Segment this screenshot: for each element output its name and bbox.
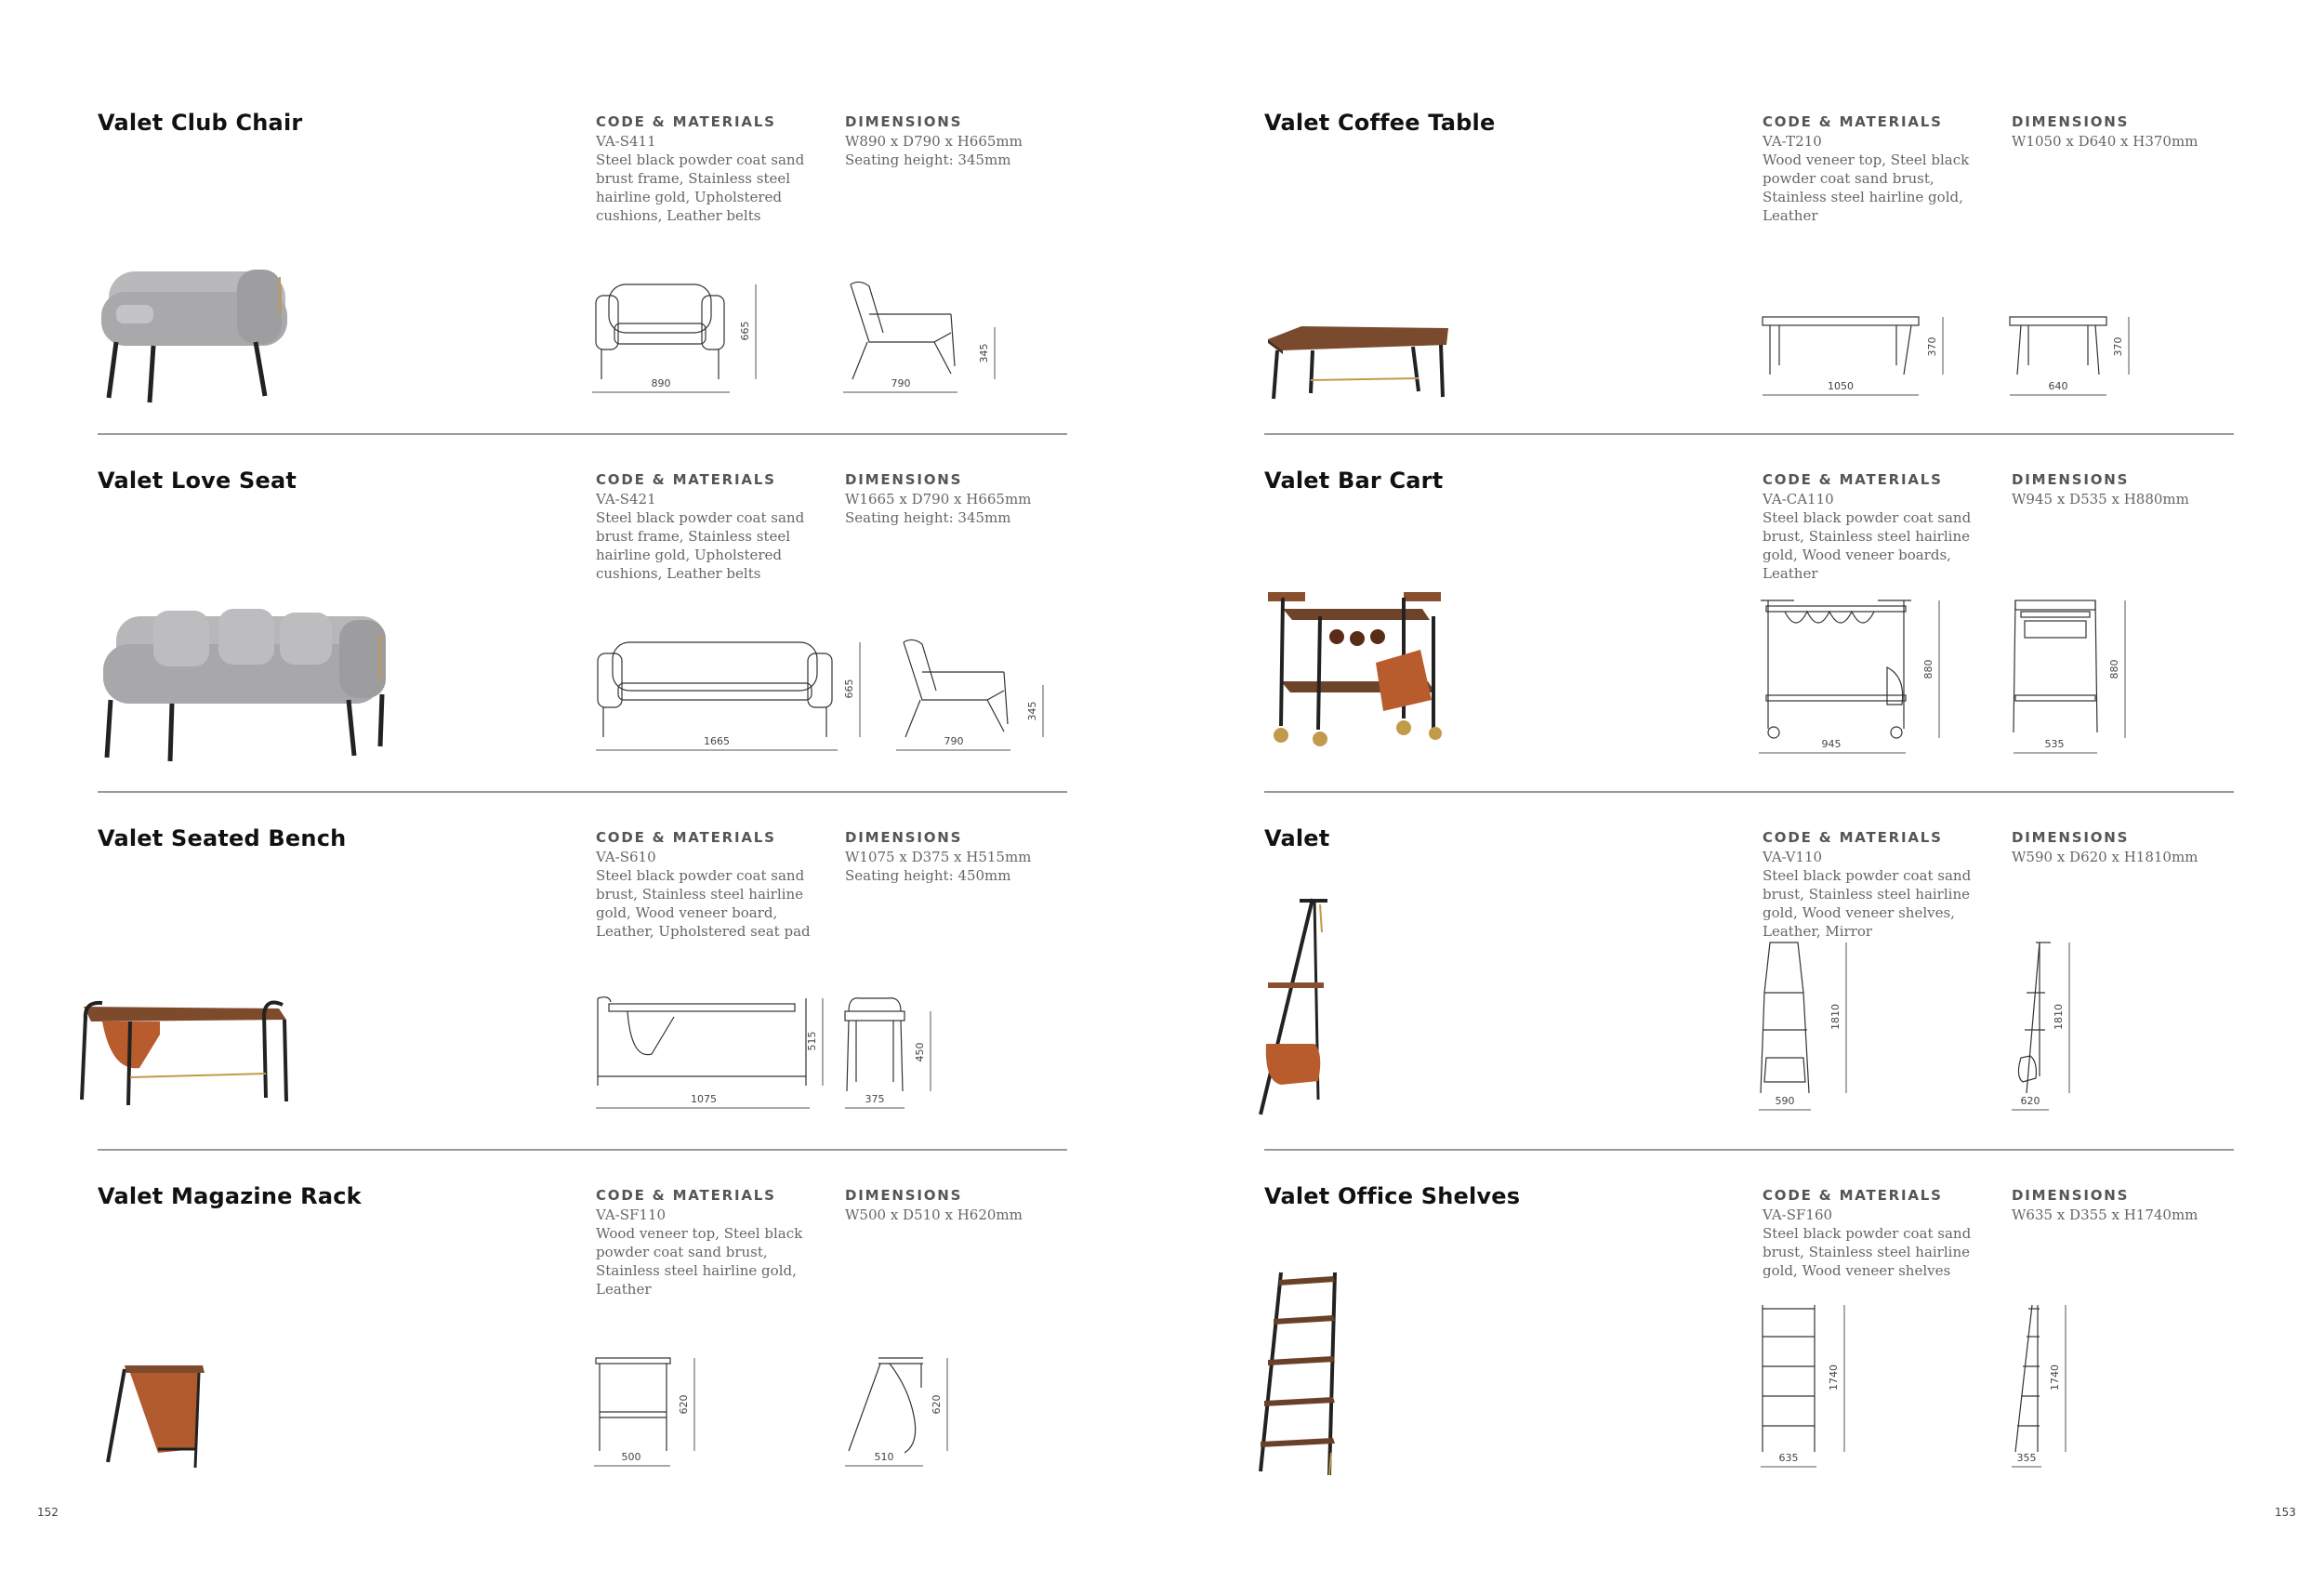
front-view-drawing [1757,593,1961,760]
product-bar-cart [1264,468,2231,784]
row-divider [98,433,1067,435]
code-materials [1763,113,1995,225]
code-heading: CODE & MATERIALS [596,1187,776,1204]
width-label: 1050 [1828,380,1854,392]
side-view-drawing [894,635,1089,760]
depth-label: 620 [2020,1095,2040,1107]
dimension-line: W1075 x D375 x H515mm [845,849,1032,865]
dimensions [2012,829,2235,866]
seat-height-label: 345 [978,343,990,363]
product-materials: Steel black powder coat sand brust, Stainless steel hairline gold, Wood veneer board, Leather, Upholstered seat pad [596,867,811,940]
width-label: 890 [651,377,671,389]
dimension-line: W1665 x D790 x H665mm [845,491,1032,508]
front-view-drawing [1757,1299,1906,1476]
page-number-right: 153 [2275,1506,2296,1519]
row-divider [98,1149,1067,1151]
bar-cart-photo [1264,588,1450,765]
side-view-drawing [2008,1299,2157,1476]
row-divider [1264,791,2234,793]
front-view-drawing [590,1351,739,1476]
product-code: VA-SF110 [596,1206,667,1223]
product-materials: Steel black powder coat sand brust, Stainless steel hairline gold, Wood veneer shelves [1763,1225,1972,1279]
page-number-left: 152 [37,1506,59,1519]
product-code: VA-S421 [596,491,656,508]
code-materials [596,1187,828,1299]
side-view-drawing [841,993,990,1118]
dimension-line: Seating height: 450mm [845,867,1011,884]
dimension-line: W890 x D790 x H665mm [845,133,1023,150]
height-label: 620 [678,1394,690,1415]
product-magazine-rack [98,1183,1064,1499]
depth-label: 790 [944,735,964,747]
dimensions-heading: DIMENSIONS [2012,113,2130,130]
front-view-drawing [590,993,832,1118]
product-title: Valet Love Seat [98,468,297,494]
front-view-drawing [590,277,776,402]
code-heading: CODE & MATERIALS [596,829,776,846]
product-materials: Steel black powder coat sand brust frame, Stainless steel hairline gold, Upholstered cushions, Leather belts [596,509,805,582]
product-coffee-table [1264,110,2231,426]
dimensions-heading: DIMENSIONS [845,1187,963,1204]
width-label: 1665 [704,735,730,747]
height-label: 1810 [1829,1004,1842,1030]
dimensions-heading: DIMENSIONS [2012,1187,2130,1204]
product-title: Valet Seated Bench [98,825,347,851]
code-heading: CODE & MATERIALS [596,113,776,130]
product-valet [1264,825,2231,1141]
dimension-line: W590 x D620 x H1810mm [2012,849,2199,865]
dimension-line: Seating height: 345mm [845,509,1011,526]
height-label: 665 [843,679,855,699]
product-code: VA-CA110 [1763,491,1834,508]
dimensions [2012,113,2235,151]
height-label: 370 [1926,336,1938,357]
code-heading: CODE & MATERIALS [1763,829,1943,846]
product-title: Valet Magazine Rack [98,1183,362,1209]
dimensions [845,113,1068,169]
product-materials: Wood veneer top, Steel black powder coat sand brust, Stainless steel hairline gold, Leather [1763,152,1970,224]
height-label: 1740 [1828,1364,1840,1391]
code-materials [596,829,828,941]
height-label: 620 [931,1394,943,1415]
dimensions-heading: DIMENSIONS [845,471,963,488]
height-label: 1810 [2053,1004,2065,1030]
club-chair-photo [98,249,311,407]
product-office-shelves [1264,1183,2231,1499]
product-code: VA-SF160 [1763,1206,1833,1223]
side-view-drawing [2008,937,2157,1118]
office-shelves-photo [1255,1267,1348,1481]
product-love-seat [98,468,1064,784]
seat-height-label: 345 [1026,701,1038,721]
code-heading: CODE & MATERIALS [1763,1187,1943,1204]
code-heading: CODE & MATERIALS [596,471,776,488]
side-view-drawing [2008,310,2157,412]
front-view-drawing [590,635,869,760]
height-label: 665 [739,321,751,341]
product-title: Valet Coffee Table [1264,110,1496,136]
magazine-rack-photo [102,1360,214,1471]
dimensions [2012,471,2235,508]
dimensions-heading: DIMENSIONS [845,113,963,130]
coffee-table-photo [1264,319,1459,412]
product-title: Valet Club Chair [98,110,303,136]
product-materials: Steel black powder coat sand brust, Stainless steel hairline gold, Wood veneer shelves, Leather, Mirror [1763,867,1972,940]
width-label: 500 [621,1451,641,1463]
width-label: 1075 [691,1093,717,1105]
product-materials: Steel black powder coat sand brust frame, Stainless steel hairline gold, Upholstered cushions, Leather belts [596,152,805,224]
dimension-line: W635 x D355 x H1740mm [2012,1206,2199,1223]
dimension-line: W500 x D510 x H620mm [845,1206,1023,1223]
depth-label: 510 [874,1451,894,1463]
code-materials [1763,1187,1995,1280]
width-label: 590 [1775,1095,1795,1107]
product-title: Valet Office Shelves [1264,1183,1521,1209]
height-label: 370 [2112,336,2124,357]
product-title: Valet [1264,825,1330,851]
dimension-line: W945 x D535 x H880mm [2012,491,2189,508]
depth-label: 355 [2016,1452,2037,1464]
product-code: VA-S610 [596,849,656,865]
seat-height-label: 450 [914,1042,926,1062]
height-label: 515 [806,1031,818,1051]
product-code: VA-T210 [1763,133,1822,150]
dimensions-heading: DIMENSIONS [2012,829,2130,846]
product-code: VA-V110 [1763,849,1823,865]
dimension-line: W1050 x D640 x H370mm [2012,133,2199,150]
row-divider [1264,433,2234,435]
row-divider [1264,1149,2234,1151]
code-materials [596,471,828,583]
depth-label: 375 [865,1093,885,1105]
code-materials [596,113,828,225]
product-code: VA-S411 [596,133,656,150]
product-materials: Steel black powder coat sand brust, Stainless steel hairline gold, Wood veneer boards, Leather [1763,509,1972,582]
front-view-drawing [1757,937,1924,1118]
dimensions-heading: DIMENSIONS [2012,471,2130,488]
side-view-drawing [841,277,1027,402]
code-heading: CODE & MATERIALS [1763,471,1943,488]
depth-label: 535 [2044,738,2065,750]
dimensions [2012,1187,2235,1224]
dimensions [845,829,1068,885]
height-label: 880 [2108,659,2120,679]
front-view-drawing [1757,310,1952,412]
product-club-chair [98,110,1064,426]
product-seated-bench [98,825,1064,1141]
width-label: 945 [1821,738,1842,750]
height-label: 880 [1922,659,1934,679]
love-seat-photo [98,598,395,765]
product-title: Valet Bar Cart [1264,468,1444,494]
depth-label: 790 [891,377,911,389]
code-materials [1763,471,1995,583]
product-materials: Wood veneer top, Steel black powder coat sand brust, Stainless steel hairline gold, Leather [596,1225,803,1298]
dimensions [845,471,1068,527]
row-divider [98,791,1067,793]
dimension-line: Seating height: 345mm [845,152,1011,168]
dimensions-heading: DIMENSIONS [845,829,963,846]
code-heading: CODE & MATERIALS [1763,113,1943,130]
side-view-drawing [841,1351,990,1476]
depth-label: 640 [2048,380,2068,392]
width-label: 635 [1778,1452,1799,1464]
height-label: 1740 [2049,1364,2061,1391]
seated-bench-photo [74,997,297,1123]
valet-photo [1253,895,1337,1118]
code-materials [1763,829,1995,941]
dimensions [845,1187,1068,1224]
side-view-drawing [2008,593,2157,760]
